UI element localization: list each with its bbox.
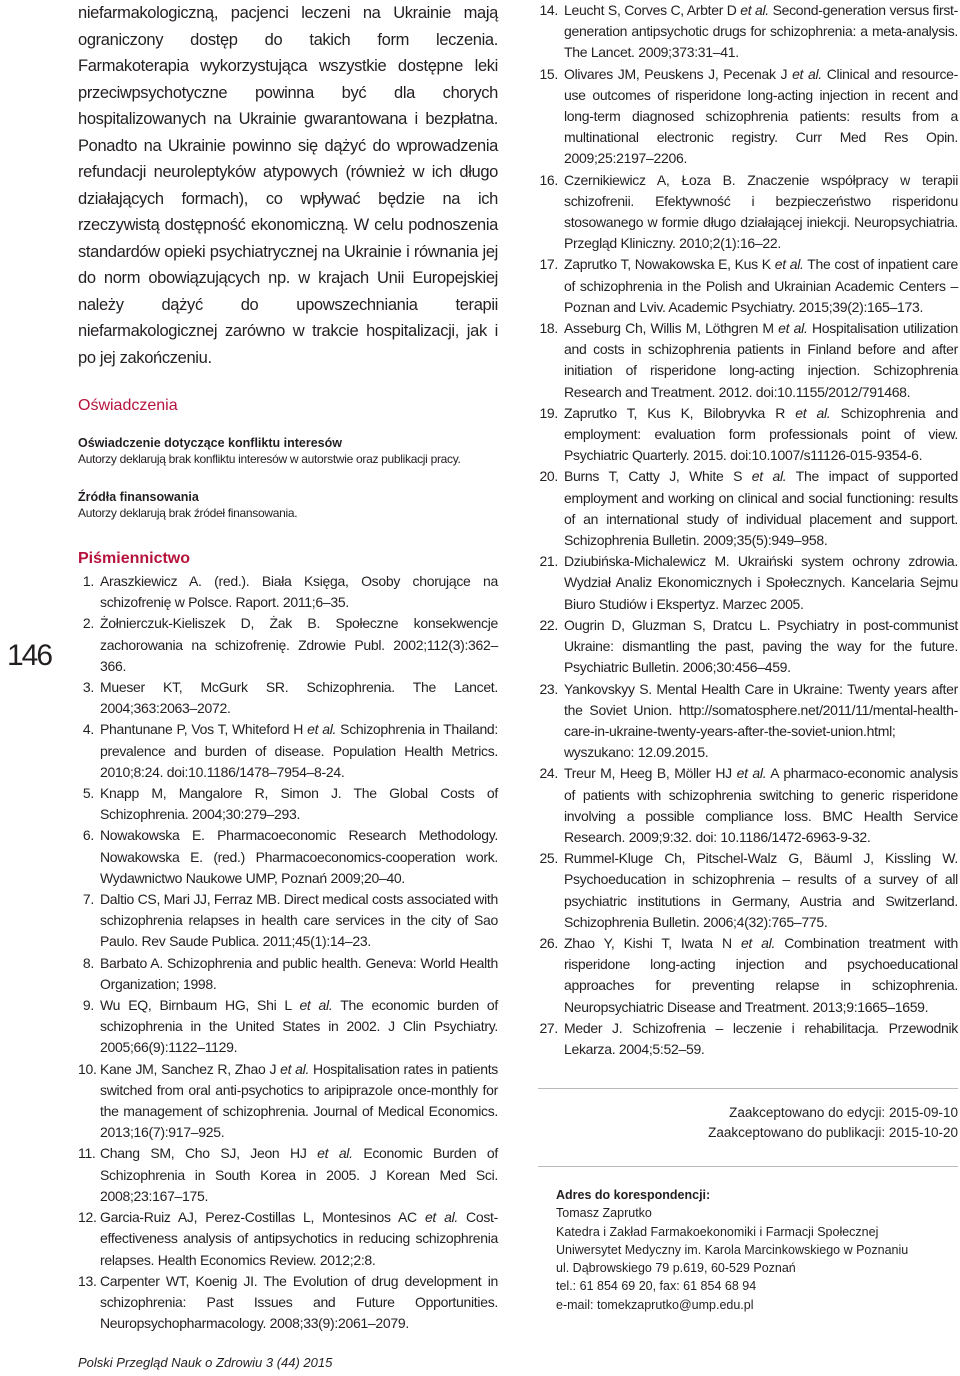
reference-number: 12. [78, 1209, 97, 1226]
reference-number: 23. [539, 680, 558, 697]
reference-item: 9. Wu EQ, Birnbaum HG, Shi L et al. The economic burden of schizophrenia in the United States in 2002. J Clin Psychiatry. 2005;66(9):1122–1129. [78, 995, 498, 1059]
reference-number: 8. [82, 954, 94, 971]
reference-number: 26. [539, 934, 558, 951]
reference-number: 27. [539, 1019, 558, 1036]
reference-item: 3. Mueser KT, McGurk SR. Schizophrenia. The Lancet. 2004;363:2063–2072. [78, 677, 498, 719]
reference-number: 16. [539, 171, 558, 188]
correspondence-line: ul. Dąbrowskiego 79 p.619, 60-529 Poznań [556, 1261, 796, 1276]
reference-etal: et al. [778, 320, 808, 337]
reference-number: 6. [82, 827, 94, 844]
reference-number: 1. [82, 573, 94, 589]
reference-etal: et al. [740, 2, 769, 18]
correspondence-line: Katedra i Zakład Farmakoekonomiki i Farmacji Społecznej [556, 1224, 879, 1239]
reference-item: 1. Araszkiewicz A. (red.). Biała Księga, Osoby chorujące na schizofrenię w Polsce. Raport. 2011;6–35. [78, 571, 498, 613]
reference-etal: et al. [317, 1145, 353, 1162]
reference-number: 2. [82, 615, 94, 632]
reference-item: 27. Meder J. Schizofrenia – leczenie i rehabilitacja. Przewodnik Lekarza. 2004;5:52–59. [539, 1019, 958, 1057]
reference-etal: et al. [280, 1060, 310, 1077]
references-list-right [538, 0, 958, 1060]
reference-number: 13. [78, 1272, 97, 1289]
reference-number: 10. [78, 1060, 97, 1077]
reference-item: 6. Nowakowska E. Pharmacoeconomic Research Methodology. Nowakowska E. (red.) Pharmacoeconomics-cooperation work. Wydawnictwo Naukowe UMP, Poznań 2009;20–40. [78, 825, 498, 889]
reference-item: 26. Zhao Y, Kishi T, Iwata N et al. Combination treatment with risperidone long-acting injection and psychoeducational approaches for preventing relapse in schizophrenia. Neuropsychiatric Disease and Treatment. 2013;9:1665–1659. [539, 934, 959, 1015]
reference-number: 5. [82, 785, 94, 802]
reference-number: 20. [539, 468, 558, 485]
right-column [538, 0, 958, 1060]
page-number: 146 [6, 639, 52, 672]
reference-etal: et al. [795, 404, 831, 421]
reference-item: 10. Kane JM, Sanchez R, Zhao J et al. Hospitalisation rates in patients switched from oral anti-psychotics to aripiprazole once-monthly for the management of schizophrenia. Journal of Medical Economics. 2013;16(7):917–925. [78, 1060, 498, 1141]
correspondence-line: Uniwersytet Medyczny im. Karola Marcinkowskiego w Poznaniu [556, 1242, 909, 1257]
reference-etal: et al. [792, 65, 822, 82]
left-column [78, 0, 498, 1334]
funding-heading: Źródła finansowania [78, 490, 199, 504]
reference-item: 7. Daltio CS, Mari JJ, Ferraz MB. Direct medical costs associated with schizophrenia relapses in health care services in the city of Sao Paulo. Rev Saude Publica. 2011;45(1):14–23. [78, 889, 498, 953]
reference-item: 20. Burns T, Catty J, White S et al. The impact of supported employment and working on clinical and social functioning: results of an international study of individual placement and support. Schizophrenia Bulletin. 2009;35(5):949–958. [539, 468, 958, 549]
declarations-heading: Oświadczenia [78, 397, 178, 414]
correspondence-block [556, 1186, 908, 1314]
conflict-text: Autorzy deklarują brak konfliktu interesów w autorstwie oraz publikacji pracy. [78, 452, 461, 466]
reference-number: 22. [539, 616, 558, 633]
divider-bottom [538, 1166, 958, 1167]
reference-item: 18. Asseburg Ch, Willis M, Löthgren M et al. Hospitalisation utilization and costs in schizophrenia patients in Finland before and after initiation of risperidone long-acting injection. Schizophrenia Research and Treatment. 2012. doi:10.1155/2012/791468. [539, 320, 958, 400]
reference-etal: et al. [299, 997, 333, 1014]
reference-number: 21. [539, 553, 558, 570]
divider-top [538, 1088, 958, 1089]
reference-number: 15. [539, 65, 558, 82]
reference-etal: et al. [774, 256, 804, 273]
correspondence-title: Adres do korespondencji: [556, 1188, 711, 1202]
correspondence-email[interactable]: e-mail: tomekzaprutko@ump.edu.pl [556, 1297, 754, 1312]
reference-item: 13. Carpenter WT, Koenig JI. The Evolution of drug development in schizophrenia: Past Issues and Future Opportunities. Neuropsychopharmacology. 2008;33(9):2061–2079. [78, 1272, 498, 1332]
reference-number: 7. [82, 891, 94, 908]
reference-number: 19. [539, 404, 558, 421]
reference-number: 18. [539, 320, 558, 337]
reference-item: 11. Chang SM, Cho SJ, Jeon HJ et al. Economic Burden of Schizophrenia in South Korea in 2005. J Korean Med Sci. 2008;23:167–175. [78, 1145, 499, 1204]
reference-number: 9. [82, 997, 94, 1014]
reference-item: 21. Dziubińska-Michalewicz M. Ukraiński system ochrony zdrowia. Wydział Analiz Ekonomicznych i Społecznych. Kancelaria Sejmu Biuro Studiów i Ekspertyz. Marzec 2005. [539, 553, 958, 612]
reference-number: 24. [539, 765, 558, 782]
page-number-area [0, 0, 58, 1376]
reference-item: 8. Barbato A. Schizophrenia and public health. Geneva: World Health Organization; 1998. [78, 953, 498, 995]
reference-etal: et al. [307, 721, 337, 738]
reference-item: 15. Olivares JM, Peuskens J, Pecenak J et al. Clinical and resource-use outcomes of risperidone long-acting injection in recent and long-term diagnosed schizophrenia patients: results from a multinational electronic registry. Curr Med Res Opin. 2009;25:2197–2206. [539, 65, 958, 167]
reference-number: 25. [539, 850, 558, 867]
acceptance-dates [708, 1103, 958, 1143]
conflict-heading: Oświadczenie dotyczące konfliktu interesów [78, 436, 342, 450]
body-paragraph: niefarmakologiczną, pacjenci leczeni na Ukrainie mają ograniczony dostęp do takich form leczenia. Farmakoterapia wykorzystująca wszystkie dostępne leki przeciwpsychotyczne powinna być dla chorych hospitalizowanych na Ukrainie gwarantowana i bezpłatna. Ponadto na Ukrainie powinno się dążyć do wprowadzenia refundacji neuroleptyków atypowych (również w ich długo działających formach), co wpływać będzie na ich rzeczywistą dostępność ekonomiczną. W celu podnoszenia standardów opieki psychiatrycznej na Ukrainie i równania jej do norm obowiązujących np. w krajach Unii Europejskiej należy dążyć do upowszechniania terapii niefarmakologicznej zarówno w trakcie hospitalizacji, jak i po jej zakończeniu. [78, 4, 498, 367]
reference-item: 24. Treur M, Heeg B, Möller HJ et al. A pharmaco-economic analysis of patients with schizophrenia switching to generic risperidone involving a possible compliance loss. BMC Health Service Research. 2009;9:32. doi: 10.1186/1472-6963-9-32. [539, 765, 958, 845]
reference-item: 17. Zaprutko T, Nowakowska E, Kus K et al. The cost of inpatient care of schizophrenia in the Polish and Ukrainian Academic Centers – Poznan and Lviv. Academic Psychiatry. 2015;39(2):165–173. [539, 256, 958, 315]
accepted-publication: Zaakceptowano do publikacji: 2015-10-20 [708, 1125, 958, 1140]
references-heading: Piśmiennictwo [78, 550, 191, 567]
reference-item: 25. Rummel-Kluge Ch, Pitschel-Walz G, Bäuml J, Kissling W. Psychoeducation in schizophrenia – results of a survey of all psychiatric institutions in Germany, Austria and Switzerland. Schizophrenia Bulletin. 2006;4(32):765–775. [539, 850, 958, 930]
reference-etal: et al. [424, 1209, 458, 1226]
references-list-left [78, 571, 498, 1334]
reference-item: 2. Żołnierczuk-Kieliszek D, Żak B. Społeczne konsekwencje zachorowania na schizofrenię. Zdrowie Publ. 2002;112(3):362–366. [78, 613, 498, 677]
correspondence-line: Tomasz Zaprutko [556, 1206, 652, 1221]
reference-number: 17. [539, 256, 558, 273]
reference-item: 23. Yankovskyy S. Mental Health Care in Ukraine: Twenty years after the Soviet Union. http://somatosphere.net/2011/11/mental-health-care-in-ukraine-twenty-years-after-the-soviet-union.html; wyszukano: 12.09.2015. [539, 680, 958, 761]
journal-footer: Polski Przegląd Nauk o Zdrowiu 3 (44) 2015 [78, 1355, 333, 1370]
funding-text: Autorzy deklarują brak źródeł finansowania. [78, 506, 298, 520]
reference-item: 16. Czernikiewicz A, Łoza B. Znaczenie współpracy w terapii schizofrenii. Efektywność i bezpieczeństwo risperidonu stosowanego w formie długo działającej iniekcji. Neuropsychiatria. Przegląd Kliniczny. 2010;2(1):16–22. [539, 171, 958, 252]
reference-etal: et al. [751, 468, 787, 485]
reference-item: 19. Zaprutko T, Kus K, Bilobryvka R et al. Schizophrenia and employment: evaluation form professionals point of view. Psychiatric Quarterly. 2015. doi:10.1007/s11126-015-9354-6. [539, 404, 958, 464]
reference-item: 4. Phantunane P, Vos T, Whiteford H et al. Schizophrenia in Thailand: prevalence and burden of disease. Population Health Metrics. 2010;8:24. doi:10.1186/1478–7954–8-24. [78, 719, 498, 783]
reference-number: 4. [82, 721, 94, 738]
reference-number: 11. [78, 1145, 96, 1162]
correspondence-line: tel.: 61 854 69 20, fax: 61 854 68 94 [556, 1279, 757, 1294]
reference-etal: et al. [740, 934, 776, 951]
reference-item: 5. Knapp M, Mangalore R, Simon J. The Global Costs of Schizophrenia. 2004;30:279–293. [78, 783, 498, 825]
accepted-edition: Zaakceptowano do edycji: 2015-09-10 [729, 1105, 958, 1120]
reference-item: 12. Garcia-Ruiz AJ, Perez-Costillas L, Montesinos AC et al. Cost-effectiveness analysis of antipsychotics in reducing schizophrenia relapses. Health Economics Review. 2012;2:8. [78, 1209, 498, 1268]
reference-number: 3. [82, 679, 94, 696]
reference-etal: et al. [736, 765, 767, 782]
reference-item: 22. Ougrin D, Gluzman S, Dratcu L. Psychiatry in post-communist Ukraine: dismantling the past, paving the way for the future. Psychiatric Bulletin. 2006;30:456–459. [539, 616, 958, 676]
reference-number: 14. [539, 2, 558, 18]
reference-item: 14. Leucht S, Corves C, Arbter D et al. Second-generation versus first-generation antipsychotic drugs for schizophrenia: a meta-analysis. The Lancet. 2009;373:31–41. [539, 2, 959, 61]
